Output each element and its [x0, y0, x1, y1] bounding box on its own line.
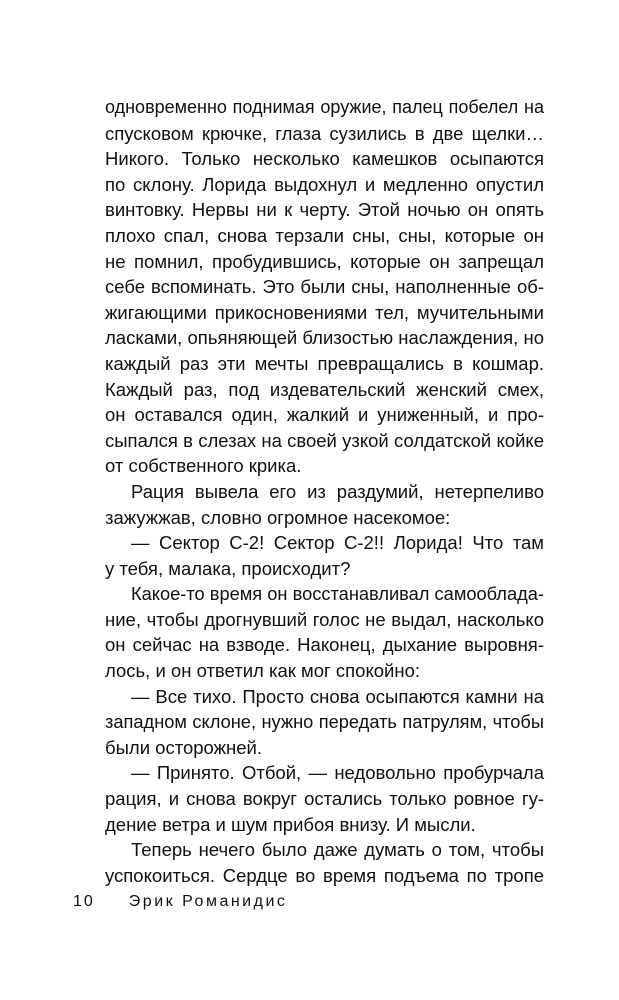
- text-line: дение ветра и шум прибоя внизу. И мысли.: [105, 813, 476, 835]
- text-line: не помнил, пробудившись, которые он запрещал: [105, 250, 544, 272]
- page-number: 10: [73, 893, 95, 910]
- page-footer: [73, 893, 287, 911]
- text-line: каждый раз эти мечты превращались в кошмар.: [105, 352, 544, 374]
- text-line: жигающими прикосновениями тел, мучительными: [105, 301, 544, 323]
- text-line: — Сектор С-2! Сектор С-2!! Лорида! Что там: [131, 532, 544, 554]
- text-line: Каждый раз, под издевательский женский смех,: [105, 378, 544, 400]
- text-line: от собственного крика.: [105, 455, 302, 477]
- text-line: были осторожней.: [105, 736, 262, 758]
- text-line: у тебя, малака, происходит?: [105, 557, 351, 579]
- running-head-author: Эрик Романидис: [128, 893, 288, 910]
- text-line: Какое-то время он восстанавливал самооблада-: [131, 583, 544, 605]
- text-line: зажужжав, словно огромное насекомое:: [105, 506, 451, 528]
- text-line: — Принято. Отбой, — недовольно пробурчала: [131, 762, 544, 784]
- text-line: рация, и снова вокруг остались только ровное гу-: [105, 788, 544, 810]
- text-line: лось, и он ответил как мог спокойно:: [105, 660, 421, 682]
- text-line: Никого. Только несколько камешков осыпаются: [105, 148, 544, 170]
- text-line: сыпался в слезах на своей узкой солдатской койке: [105, 429, 544, 451]
- text-line: себе вспоминать. Это были сны, наполненные об-: [105, 276, 544, 298]
- text-line: плохо спал, снова терзали сны, сны, которые он: [105, 224, 544, 246]
- text-line: он сейчас на взводе. Наконец, дыхание выровня-: [105, 634, 544, 656]
- text-line: успокоиться. Сердце во время подъема по тропе: [105, 864, 544, 886]
- text-line: он оставался один, жалкий и униженный, и про-: [105, 404, 544, 426]
- text-line: Рация вывела его из раздумий, нетерпеливо: [131, 480, 544, 502]
- text-line: ласками, опьяняющей близостью наслаждения, но: [105, 327, 544, 349]
- text-line: западном склоне, нужно передать патрулям, чтобы: [105, 711, 544, 733]
- text-line: спусковом крючке, глаза сузились в две щелки…: [105, 122, 544, 144]
- text-line: Теперь нечего было даже думать о том, чтобы: [131, 839, 544, 861]
- body-text: [105, 95, 544, 888]
- text-line: ние, чтобы дрогнувший голос не выдал, насколько: [105, 608, 544, 630]
- text-line: одновременно поднимая оружие, палец побелел на: [105, 97, 544, 117]
- text-line: — Все тихо. Просто снова осыпаются камни на: [131, 685, 544, 707]
- text-line: винтовку. Нервы ни к черту. Этой ночью он опять: [105, 199, 544, 221]
- text-line: по склону. Лорида выдохнул и медленно опустил: [105, 173, 544, 195]
